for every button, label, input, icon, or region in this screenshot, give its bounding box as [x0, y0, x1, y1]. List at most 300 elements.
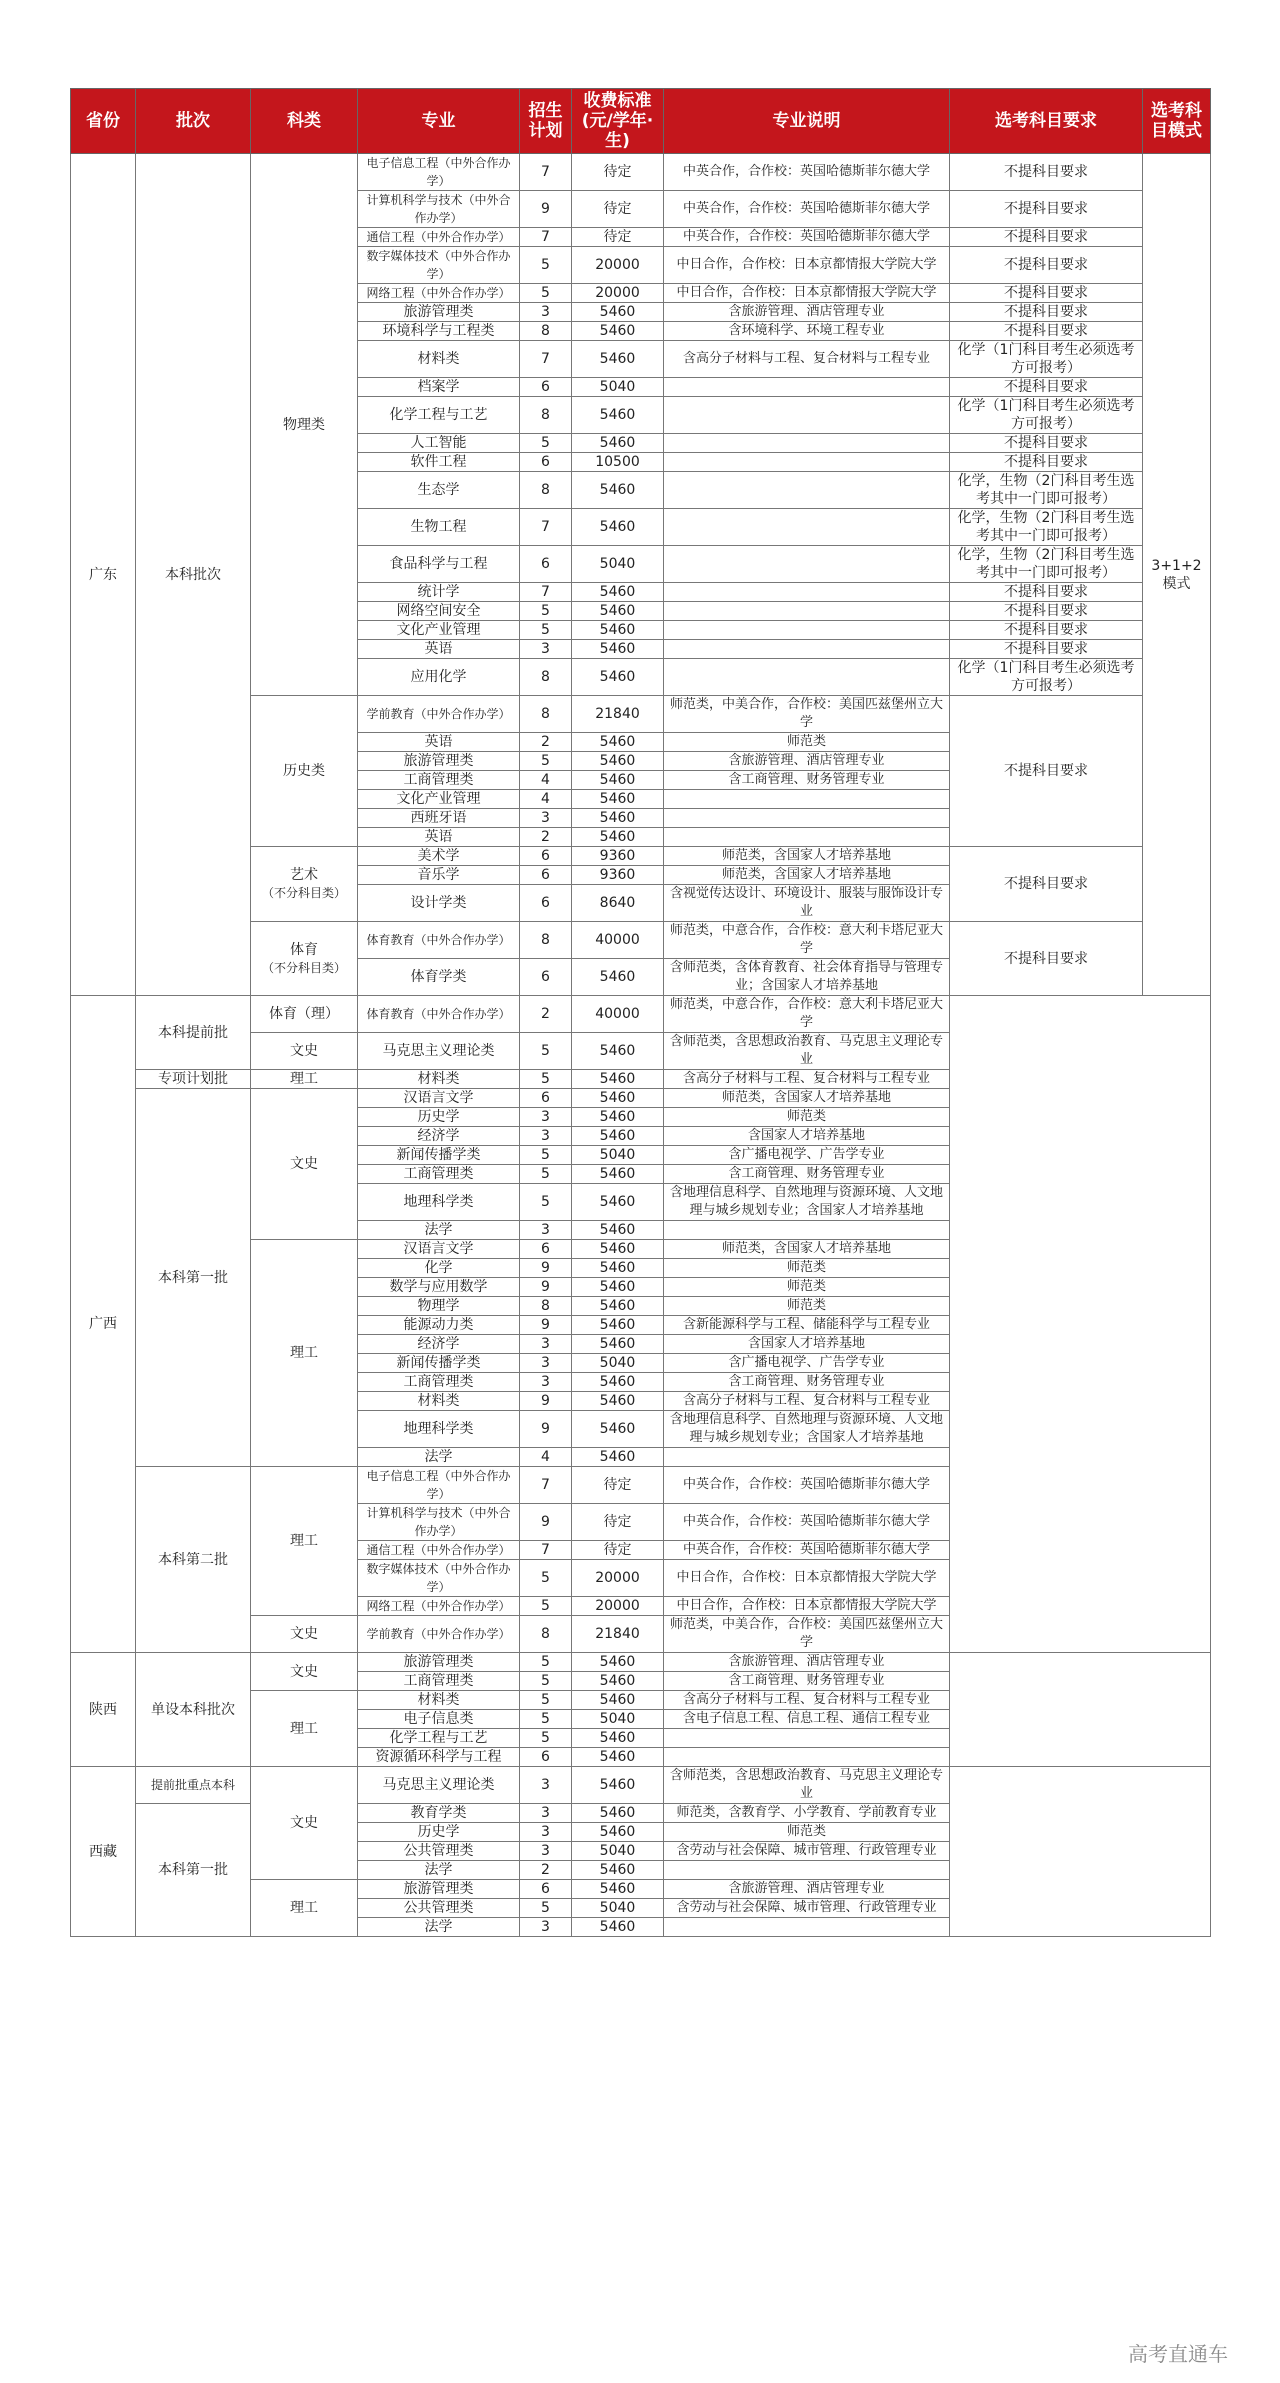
plan-cell: 3: [520, 1804, 572, 1823]
fee-cell: 5460: [572, 1259, 664, 1278]
requirement-cell: 不提科目要求: [950, 322, 1143, 341]
fee-cell: 5460: [572, 1861, 664, 1880]
fee-cell: 20000: [572, 247, 664, 284]
desc-cell: 师范类: [664, 1297, 950, 1316]
plan-cell: 7: [520, 1467, 572, 1504]
plan-cell: 4: [520, 1448, 572, 1467]
fee-cell: 5460: [572, 1316, 664, 1335]
major-cell: 人工智能: [358, 434, 520, 453]
header-cell: 专业说明: [664, 89, 950, 154]
plan-cell: 6: [520, 1089, 572, 1108]
table-body: [71, 154, 1211, 1937]
plan-cell: 8: [520, 659, 572, 696]
fee-cell: 5460: [572, 1297, 664, 1316]
fee-cell: 5460: [572, 1184, 664, 1221]
desc-cell: 师范类，中美合作，合作校：美国匹兹堡州立大学: [664, 696, 950, 733]
category-cell: [251, 922, 358, 996]
category-cell: 文史: [251, 1089, 358, 1240]
plan-cell: 4: [520, 771, 572, 790]
plan-cell: 3: [520, 1127, 572, 1146]
major-cell: 马克思主义理论类: [358, 1767, 520, 1804]
category-cell: 文史: [251, 1653, 358, 1691]
table-row: [71, 1653, 1211, 1672]
major-cell: 生态学: [358, 472, 520, 509]
fee-cell: 5460: [572, 1127, 664, 1146]
plan-cell: 6: [520, 378, 572, 397]
requirement-cell: 不提科目要求: [950, 696, 1143, 847]
desc-cell: 师范类: [664, 733, 950, 752]
fee-cell: 5460: [572, 809, 664, 828]
plan-cell: 5: [520, 1184, 572, 1221]
plan-cell: 5: [520, 1165, 572, 1184]
desc-cell: 含环境科学、环境工程专业: [664, 322, 950, 341]
header-cell: 专业: [358, 89, 520, 154]
major-cell: 工商管理类: [358, 771, 520, 790]
major-cell: 材料类: [358, 1070, 520, 1089]
major-cell: 通信工程（中外合作办学）: [358, 228, 520, 247]
desc-cell: 含工商管理、财务管理专业: [664, 1373, 950, 1392]
watermark: 高考直通车: [1128, 2342, 1228, 2366]
fee-cell: 5040: [572, 1354, 664, 1373]
requirement-cell: 不提科目要求: [950, 640, 1143, 659]
category-cell: 理工: [251, 1880, 358, 1937]
empty-cell: [950, 1653, 1211, 1767]
requirement-cell: 不提科目要求: [950, 602, 1143, 621]
fee-cell: 5460: [572, 771, 664, 790]
desc-cell: 师范类，含国家人才培养基地: [664, 1089, 950, 1108]
major-cell: 工商管理类: [358, 1672, 520, 1691]
major-cell: 计算机科学与技术（中外合作办学）: [358, 191, 520, 228]
fee-cell: 待定: [572, 191, 664, 228]
fee-cell: 5460: [572, 752, 664, 771]
plan-cell: 6: [520, 885, 572, 922]
batch-cell: 单设本科批次: [136, 1653, 251, 1767]
desc-cell: [664, 1729, 950, 1748]
batch-cell: 本科第一批: [136, 1089, 251, 1467]
major-cell: 通信工程（中外合作办学）: [358, 1541, 520, 1560]
plan-cell: 8: [520, 472, 572, 509]
desc-cell: [664, 1861, 950, 1880]
requirement-cell: 不提科目要求: [950, 434, 1143, 453]
desc-cell: 含工商管理、财务管理专业: [664, 1672, 950, 1691]
plan-cell: 5: [520, 434, 572, 453]
fee-cell: 5460: [572, 1767, 664, 1804]
desc-cell: 师范类，含国家人才培养基地: [664, 1240, 950, 1259]
plan-cell: 5: [520, 602, 572, 621]
category-cell: 理工: [251, 1467, 358, 1616]
requirement-cell: 不提科目要求: [950, 378, 1143, 397]
fee-cell: 5460: [572, 472, 664, 509]
fee-cell: 5460: [572, 1748, 664, 1767]
desc-cell: 含高分子材料与工程、复合材料与工程专业: [664, 1392, 950, 1411]
plan-cell: 8: [520, 922, 572, 959]
fee-cell: 5460: [572, 1033, 664, 1070]
major-cell: 工商管理类: [358, 1373, 520, 1392]
desc-cell: 师范类，含教育学、小学教育、学前教育专业: [664, 1804, 950, 1823]
fee-cell: 待定: [572, 154, 664, 191]
major-cell: 统计学: [358, 583, 520, 602]
plan-cell: 5: [520, 284, 572, 303]
major-cell: 工商管理类: [358, 1165, 520, 1184]
desc-cell: [664, 1221, 950, 1240]
major-cell: 应用化学: [358, 659, 520, 696]
requirement-cell: 不提科目要求: [950, 303, 1143, 322]
fee-cell: 5460: [572, 1392, 664, 1411]
desc-cell: 中英合作，合作校：英国哈德斯菲尔德大学: [664, 228, 950, 247]
major-cell: 学前教育（中外合作办学）: [358, 1616, 520, 1653]
plan-cell: 3: [520, 809, 572, 828]
plan-cell: 9: [520, 1259, 572, 1278]
desc-cell: 师范类: [664, 1259, 950, 1278]
major-cell: 软件工程: [358, 453, 520, 472]
major-cell: 能源动力类: [358, 1316, 520, 1335]
fee-cell: 5460: [572, 621, 664, 640]
plan-cell: 6: [520, 959, 572, 996]
category-cell: 文史: [251, 1033, 358, 1070]
desc-cell: 含工商管理、财务管理专业: [664, 1165, 950, 1184]
desc-cell: 中英合作，合作校：英国哈德斯菲尔德大学: [664, 1504, 950, 1541]
desc-cell: 含广播电视学、广告学专业: [664, 1354, 950, 1373]
plan-cell: 9: [520, 1411, 572, 1448]
plan-cell: 2: [520, 1861, 572, 1880]
plan-cell: 6: [520, 1880, 572, 1899]
plan-cell: 6: [520, 546, 572, 583]
fee-cell: 5460: [572, 303, 664, 322]
fee-cell: 5040: [572, 378, 664, 397]
fee-cell: 5040: [572, 1899, 664, 1918]
desc-cell: [664, 659, 950, 696]
plan-cell: 7: [520, 583, 572, 602]
plan-cell: 3: [520, 1918, 572, 1937]
desc-cell: 含劳动与社会保障、城市管理、行政管理专业: [664, 1899, 950, 1918]
fee-cell: 5460: [572, 1691, 664, 1710]
empty-cell: [950, 996, 1211, 1653]
fee-cell: 5460: [572, 1165, 664, 1184]
major-cell: 法学: [358, 1221, 520, 1240]
header-cell: 选考科目要求: [950, 89, 1143, 154]
desc-cell: [664, 509, 950, 546]
major-cell: 教育学类: [358, 1804, 520, 1823]
desc-cell: [664, 640, 950, 659]
plan-cell: 3: [520, 1373, 572, 1392]
desc-cell: 中日合作，合作校：日本京都情报大学院大学: [664, 1597, 950, 1616]
fee-cell: 5460: [572, 790, 664, 809]
desc-cell: 含工商管理、财务管理专业: [664, 771, 950, 790]
plan-cell: 5: [520, 1070, 572, 1089]
major-cell: 汉语言文学: [358, 1089, 520, 1108]
fee-cell: 5460: [572, 1823, 664, 1842]
major-cell: 西班牙语: [358, 809, 520, 828]
desc-cell: 含国家人才培养基地: [664, 1335, 950, 1354]
batch-cell: 本科批次: [136, 154, 251, 996]
fee-cell: 5460: [572, 1653, 664, 1672]
batch-cell: 本科第二批: [136, 1467, 251, 1653]
fee-cell: 5040: [572, 1842, 664, 1861]
major-cell: 电子信息工程（中外合作办学）: [358, 154, 520, 191]
desc-cell: [664, 1918, 950, 1937]
fee-cell: 5460: [572, 397, 664, 434]
desc-cell: [664, 378, 950, 397]
desc-cell: 师范类，中意合作，合作校：意大利卡塔尼亚大学: [664, 996, 950, 1033]
plan-cell: 3: [520, 1221, 572, 1240]
major-cell: 学前教育（中外合作办学）: [358, 696, 520, 733]
major-cell: 体育教育（中外合作办学）: [358, 996, 520, 1033]
requirement-cell: 不提科目要求: [950, 847, 1143, 922]
major-cell: 数字媒体技术（中外合作办学）: [358, 1560, 520, 1597]
major-cell: 经济学: [358, 1335, 520, 1354]
fee-cell: 5460: [572, 733, 664, 752]
major-cell: 公共管理类: [358, 1842, 520, 1861]
province-cell: 西藏: [71, 1767, 136, 1937]
fee-cell: 40000: [572, 996, 664, 1033]
plan-cell: 7: [520, 341, 572, 378]
fee-cell: 20000: [572, 284, 664, 303]
fee-cell: 20000: [572, 1597, 664, 1616]
plan-cell: 2: [520, 996, 572, 1033]
major-cell: 英语: [358, 640, 520, 659]
requirement-cell: 不提科目要求: [950, 247, 1143, 284]
major-cell: 生物工程: [358, 509, 520, 546]
requirement-cell: 不提科目要求: [950, 453, 1143, 472]
desc-cell: 含国家人才培养基地: [664, 1127, 950, 1146]
plan-cell: 7: [520, 509, 572, 546]
plan-cell: 5: [520, 247, 572, 284]
desc-cell: 中英合作，合作校：英国哈德斯菲尔德大学: [664, 1541, 950, 1560]
major-cell: 数学与应用数学: [358, 1278, 520, 1297]
major-cell: 化学工程与工艺: [358, 397, 520, 434]
desc-cell: 含师范类，含思想政治教育、马克思主义理论专业: [664, 1033, 950, 1070]
fee-cell: 5460: [572, 959, 664, 996]
desc-cell: 中英合作，合作校：英国哈德斯菲尔德大学: [664, 191, 950, 228]
requirement-cell: 化学，生物（2门科目考生选考其中一门即可报考）: [950, 546, 1143, 583]
plan-cell: 3: [520, 1767, 572, 1804]
major-cell: 新闻传播学类: [358, 1146, 520, 1165]
desc-cell: 师范类: [664, 1823, 950, 1842]
desc-cell: 含视觉传达设计、环境设计、服装与服饰设计专业: [664, 885, 950, 922]
plan-cell: 5: [520, 1729, 572, 1748]
plan-cell: 9: [520, 1316, 572, 1335]
fee-cell: 5460: [572, 1240, 664, 1259]
fee-cell: 8640: [572, 885, 664, 922]
fee-cell: 5460: [572, 1070, 664, 1089]
plan-cell: 3: [520, 303, 572, 322]
plan-cell: 5: [520, 1597, 572, 1616]
fee-cell: 5460: [572, 583, 664, 602]
fee-cell: 5460: [572, 1373, 664, 1392]
major-cell: 设计学类: [358, 885, 520, 922]
fee-cell: 待定: [572, 1504, 664, 1541]
batch-cell: 本科提前批: [136, 996, 251, 1070]
desc-cell: [664, 621, 950, 640]
admission-plan-table-wrap: [70, 88, 1210, 1937]
table-row: [71, 154, 1211, 191]
major-cell: 英语: [358, 828, 520, 847]
plan-cell: 2: [520, 733, 572, 752]
major-cell: 环境科学与工程类: [358, 322, 520, 341]
batch-cell: 本科第一批: [136, 1804, 251, 1937]
major-cell: 法学: [358, 1918, 520, 1937]
desc-cell: 含地理信息科学、自然地理与资源环境、人文地理与城乡规划专业；含国家人才培养基地: [664, 1184, 950, 1221]
plan-cell: 9: [520, 1504, 572, 1541]
desc-cell: 中日合作，合作校：日本京都情报大学院大学: [664, 1560, 950, 1597]
desc-cell: 含广播电视学、广告学专业: [664, 1146, 950, 1165]
plan-cell: 5: [520, 1653, 572, 1672]
major-cell: 法学: [358, 1448, 520, 1467]
desc-cell: 中英合作，合作校：英国哈德斯菲尔德大学: [664, 154, 950, 191]
category-cell: 理工: [251, 1070, 358, 1089]
plan-cell: 2: [520, 828, 572, 847]
major-cell: 马克思主义理论类: [358, 1033, 520, 1070]
fee-cell: 待定: [572, 1541, 664, 1560]
plan-cell: 5: [520, 621, 572, 640]
fee-cell: 40000: [572, 922, 664, 959]
plan-cell: 4: [520, 790, 572, 809]
plan-cell: 3: [520, 1335, 572, 1354]
major-cell: 美术学: [358, 847, 520, 866]
desc-cell: 师范类: [664, 1108, 950, 1127]
plan-cell: 9: [520, 1278, 572, 1297]
desc-cell: 师范类，中意合作，合作校：意大利卡塔尼亚大学: [664, 922, 950, 959]
plan-cell: 6: [520, 847, 572, 866]
major-cell: 旅游管理类: [358, 1880, 520, 1899]
province-cell: 陕西: [71, 1653, 136, 1767]
desc-cell: 师范类，中美合作，合作校：美国匹兹堡州立大学: [664, 1616, 950, 1653]
fee-cell: 21840: [572, 1616, 664, 1653]
major-cell: 经济学: [358, 1127, 520, 1146]
table-row: [71, 996, 1211, 1033]
fee-cell: 5460: [572, 1918, 664, 1937]
requirement-cell: 不提科目要求: [950, 284, 1143, 303]
plan-cell: 9: [520, 1392, 572, 1411]
plan-cell: 3: [520, 1842, 572, 1861]
desc-cell: [664, 472, 950, 509]
plan-cell: 7: [520, 228, 572, 247]
fee-cell: 5460: [572, 1729, 664, 1748]
major-cell: 体育教育（中外合作办学）: [358, 922, 520, 959]
category-cell-note: （不分科目类）: [261, 960, 346, 975]
major-cell: 化学: [358, 1259, 520, 1278]
category-cell: 物理类: [251, 154, 358, 696]
major-cell: 音乐学: [358, 866, 520, 885]
fee-cell: 9360: [572, 866, 664, 885]
major-cell: 汉语言文学: [358, 1240, 520, 1259]
major-cell: 计算机科学与技术（中外合作办学）: [358, 1504, 520, 1541]
desc-cell: 中日合作，合作校：日本京都情报大学院大学: [664, 284, 950, 303]
requirement-cell: 化学，生物（2门科目考生选考其中一门即可报考）: [950, 509, 1143, 546]
desc-cell: 含地理信息科学、自然地理与资源环境、人文地理与城乡规划专业；含国家人才培养基地: [664, 1411, 950, 1448]
plan-cell: 6: [520, 1748, 572, 1767]
category-cell-label: 艺术: [290, 867, 318, 883]
desc-cell: 含电子信息工程、信息工程、通信工程专业: [664, 1710, 950, 1729]
fee-cell: 5460: [572, 1448, 664, 1467]
category-cell: 历史类: [251, 696, 358, 847]
major-cell: 网络空间安全: [358, 602, 520, 621]
fee-cell: 5460: [572, 602, 664, 621]
desc-cell: 含旅游管理、酒店管理专业: [664, 752, 950, 771]
desc-cell: 中日合作，合作校：日本京都情报大学院大学: [664, 247, 950, 284]
desc-cell: 含师范类，含思想政治教育、马克思主义理论专业: [664, 1767, 950, 1804]
major-cell: 网络工程（中外合作办学）: [358, 1597, 520, 1616]
fee-cell: 5460: [572, 1089, 664, 1108]
fee-cell: 5460: [572, 1221, 664, 1240]
major-cell: 物理学: [358, 1297, 520, 1316]
major-cell: 体育学类: [358, 959, 520, 996]
major-cell: 历史学: [358, 1108, 520, 1127]
requirement-cell: 化学（1门科目考生必须选考方可报考）: [950, 659, 1143, 696]
desc-cell: 含新能源科学与工程、储能科学与工程专业: [664, 1316, 950, 1335]
mode-cell: 3+1+2模式: [1143, 154, 1211, 996]
requirement-cell: 不提科目要求: [950, 583, 1143, 602]
header-cell: 收费标准(元/学年·生): [572, 89, 664, 154]
major-cell: 旅游管理类: [358, 1653, 520, 1672]
requirement-cell: 化学（1门科目考生必须选考方可报考）: [950, 341, 1143, 378]
major-cell: 英语: [358, 733, 520, 752]
requirement-cell: 不提科目要求: [950, 922, 1143, 996]
major-cell: 电子信息类: [358, 1710, 520, 1729]
desc-cell: 师范类: [664, 1278, 950, 1297]
plan-cell: 8: [520, 397, 572, 434]
plan-cell: 3: [520, 640, 572, 659]
plan-cell: 5: [520, 752, 572, 771]
desc-cell: [664, 397, 950, 434]
major-cell: 文化产业管理: [358, 621, 520, 640]
fee-cell: 5460: [572, 434, 664, 453]
desc-cell: [664, 602, 950, 621]
desc-cell: [664, 583, 950, 602]
fee-cell: 5460: [572, 322, 664, 341]
admission-plan-table: [70, 88, 1211, 1937]
desc-cell: [664, 790, 950, 809]
major-cell: 电子信息工程（中外合作办学）: [358, 1467, 520, 1504]
major-cell: 公共管理类: [358, 1899, 520, 1918]
desc-cell: 师范类，含国家人才培养基地: [664, 866, 950, 885]
desc-cell: 含师范类，含体育教育、社会体育指导与管理专业；含国家人才培养基地: [664, 959, 950, 996]
plan-cell: 5: [520, 1672, 572, 1691]
fee-cell: 5460: [572, 509, 664, 546]
requirement-cell: 不提科目要求: [950, 228, 1143, 247]
desc-cell: 含高分子材料与工程、复合材料与工程专业: [664, 1070, 950, 1089]
plan-cell: 6: [520, 1240, 572, 1259]
fee-cell: 5460: [572, 828, 664, 847]
plan-cell: 3: [520, 1823, 572, 1842]
plan-cell: 7: [520, 154, 572, 191]
plan-cell: 5: [520, 1691, 572, 1710]
fee-cell: 5040: [572, 1710, 664, 1729]
major-cell: 旅游管理类: [358, 303, 520, 322]
plan-cell: 5: [520, 1710, 572, 1729]
fee-cell: 5460: [572, 341, 664, 378]
header-cell: 选考科目模式: [1143, 89, 1211, 154]
category-cell-note: （不分科目类）: [261, 886, 346, 900]
desc-cell: [664, 453, 950, 472]
category-cell: [251, 847, 358, 922]
major-cell: 食品科学与工程: [358, 546, 520, 583]
major-cell: 资源循环科学与工程: [358, 1748, 520, 1767]
major-cell: 文化产业管理: [358, 790, 520, 809]
plan-cell: 5: [520, 1560, 572, 1597]
fee-cell: 5460: [572, 1672, 664, 1691]
batch-cell: 提前批重点本科: [136, 1767, 251, 1804]
fee-cell: 5460: [572, 1411, 664, 1448]
fee-cell: 5460: [572, 1108, 664, 1127]
plan-cell: 7: [520, 1541, 572, 1560]
header-cell: 省份: [71, 89, 136, 154]
fee-cell: 待定: [572, 228, 664, 247]
fee-cell: 待定: [572, 1467, 664, 1504]
table-row: [71, 1767, 1211, 1804]
major-cell: 新闻传播学类: [358, 1354, 520, 1373]
requirement-cell: 化学（1门科目考生必须选考方可报考）: [950, 397, 1143, 434]
